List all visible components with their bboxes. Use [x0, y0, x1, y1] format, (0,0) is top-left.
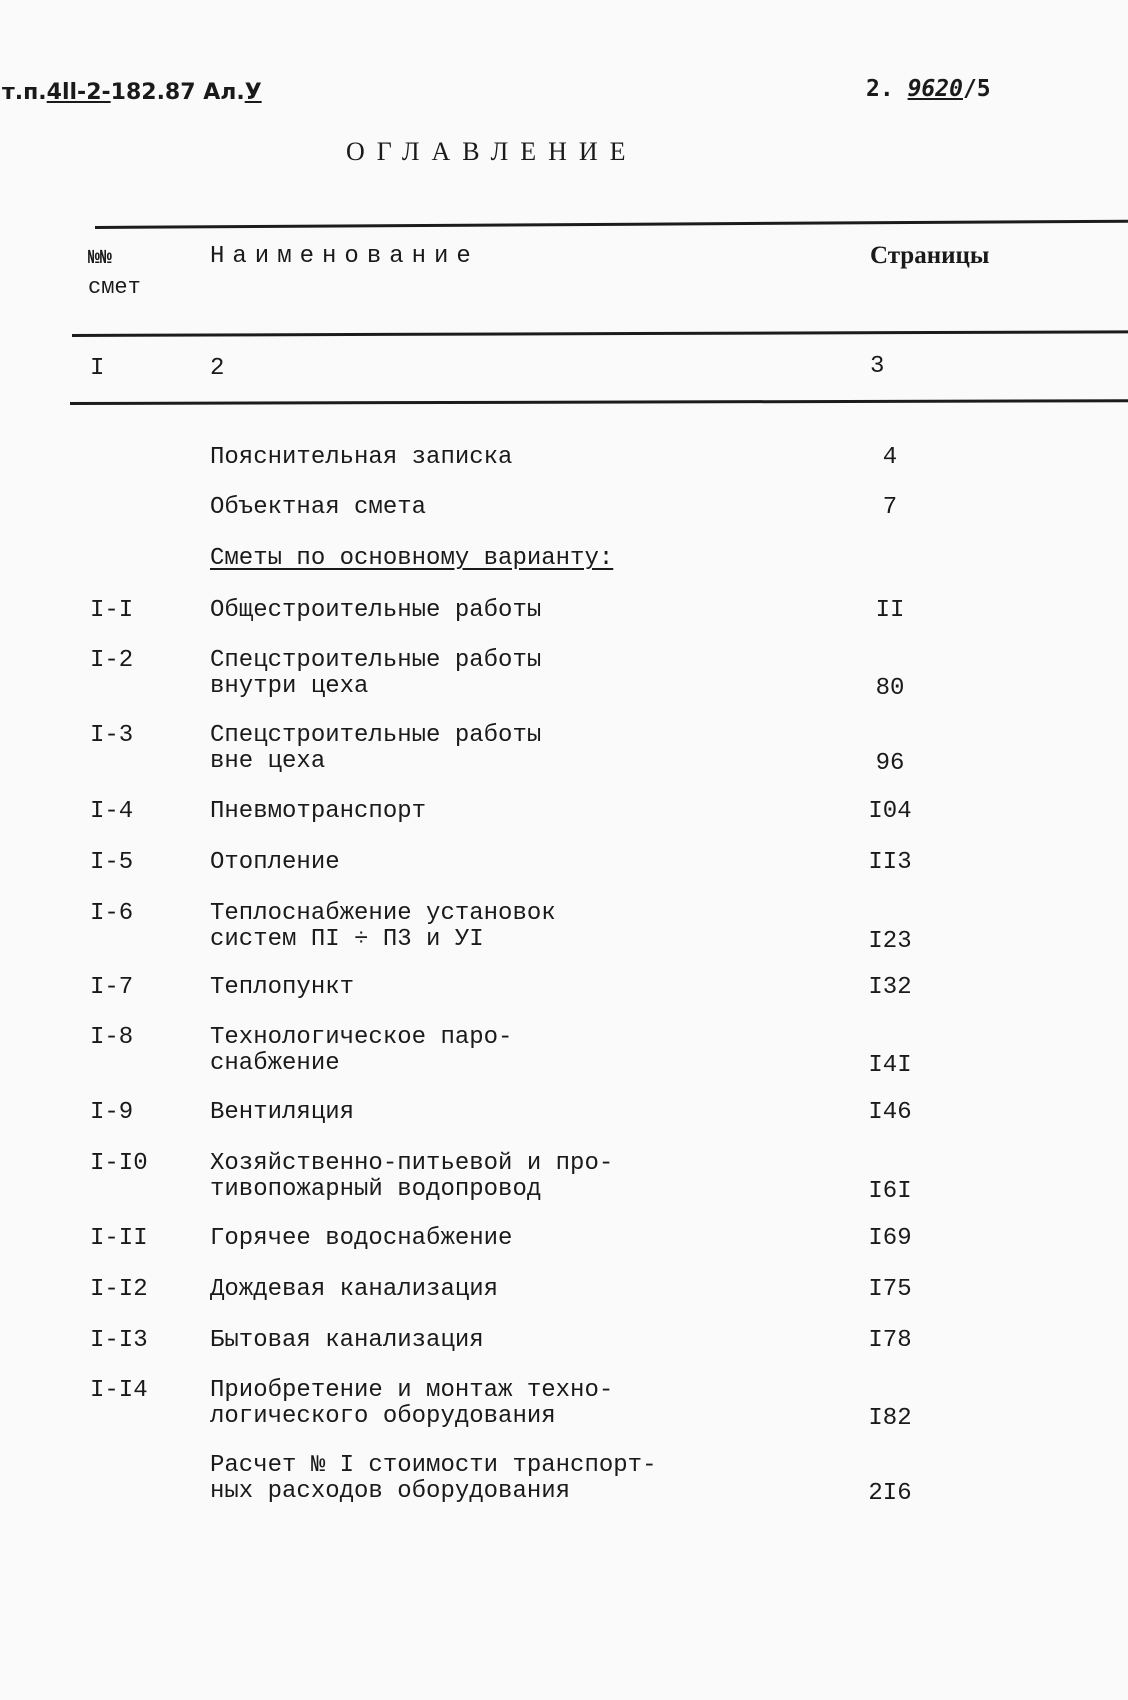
- row-number: I-I2: [90, 1276, 148, 1303]
- row-page: I78: [868, 1327, 912, 1354]
- document-code-suffix: У: [244, 80, 262, 105]
- row-number: I-2: [90, 647, 134, 674]
- header-num-line1: №№: [88, 247, 113, 270]
- row-page: I6I: [868, 1178, 912, 1205]
- row-page: I4I: [868, 1052, 912, 1079]
- row-page: I46: [868, 1099, 912, 1126]
- row-name-line: Теплоснабжение установок: [210, 900, 556, 927]
- row-name: [210, 850, 340, 876]
- row-name: [210, 1025, 512, 1077]
- document-code-underlined: 4ll-2-: [46, 80, 111, 105]
- row-name-line: Отопление: [210, 849, 340, 876]
- row-name-line: снабжение: [210, 1050, 340, 1077]
- row-name-line: Расчет № I стоимости транспорт-: [210, 1452, 657, 1479]
- row-name-line: Сметы по основному варианту:: [210, 545, 614, 572]
- document-code-rest: 182.87 Ал.: [110, 80, 245, 105]
- row-name: [210, 901, 556, 953]
- colnum-2: 2: [210, 355, 225, 382]
- row-name: [210, 1453, 656, 1505]
- row-name: [210, 1328, 484, 1354]
- sheet-number-value: 9620: [907, 76, 963, 102]
- row-name: [210, 1100, 354, 1126]
- row-name-line: Спецстроительные работы: [210, 722, 542, 749]
- row-name-line: ных расходов оборудования: [210, 1478, 571, 1505]
- row-page: I23: [868, 928, 912, 955]
- row-page: 2I6: [868, 1480, 912, 1507]
- row-number: I-I: [90, 597, 134, 624]
- row-number: I-I4: [90, 1377, 148, 1404]
- table-header-rule: [72, 330, 1128, 337]
- section-heading: [210, 546, 613, 572]
- row-name-line: Технологическое паро-: [210, 1024, 513, 1051]
- header-num: [88, 244, 141, 302]
- row-page: I04: [868, 798, 912, 825]
- row-name-line: Дождевая канализация: [210, 1276, 499, 1303]
- sheet-suffix: /5: [962, 76, 991, 102]
- row-name-line: Пояснительная записка: [210, 444, 513, 471]
- row-name: [210, 975, 354, 1001]
- sheet-prefix: 2.: [866, 76, 894, 102]
- row-page: I32: [868, 974, 912, 1001]
- row-number: I-5: [90, 849, 134, 876]
- row-name-line: Спецстроительные работы: [210, 647, 542, 674]
- table-colnum-rule: [70, 399, 1128, 405]
- colnum-3: 3: [870, 353, 885, 380]
- row-name-line: Пневмотранспорт: [210, 798, 427, 825]
- row-name: [210, 723, 541, 775]
- row-name: [210, 495, 426, 521]
- row-page: 4: [882, 444, 898, 471]
- row-name-line: Бытовая канализация: [210, 1327, 484, 1354]
- row-name: [210, 1226, 512, 1252]
- row-name-line: Хозяйственно-питьевой и про-: [210, 1150, 614, 1177]
- row-page: I82: [868, 1405, 912, 1432]
- header-num-line2: смет: [88, 275, 141, 300]
- sheet-number: [866, 76, 991, 102]
- row-number: I-I0: [90, 1150, 148, 1177]
- row-name: [210, 648, 541, 700]
- row-name-line: Общестроительные работы: [210, 597, 542, 624]
- document-code: [2, 80, 262, 105]
- row-page: 80: [875, 675, 905, 702]
- row-name-line: Приобретение и монтаж техно-: [210, 1377, 614, 1404]
- row-page: I75: [868, 1276, 912, 1303]
- header-pages: Страницы: [870, 242, 990, 269]
- row-number: I-II: [90, 1225, 148, 1252]
- row-name: [210, 445, 512, 471]
- page-title: ОГЛАВЛЕНИЕ: [346, 137, 638, 166]
- header-name: Наименование: [210, 243, 479, 270]
- row-name-line: вне цеха: [210, 748, 326, 775]
- row-name: [210, 1277, 498, 1303]
- row-number: I-3: [90, 722, 134, 749]
- row-name-line: тивопожарный водопровод: [210, 1176, 542, 1203]
- row-page: II3: [868, 849, 912, 876]
- row-name-line: внутри цеха: [210, 673, 369, 700]
- row-name: [210, 1378, 613, 1430]
- row-name: [210, 1151, 613, 1203]
- row-name: [210, 799, 426, 825]
- row-name-line: Объектная смета: [210, 494, 427, 521]
- colnum-1: I: [90, 355, 105, 382]
- row-name-line: Вентиляция: [210, 1099, 355, 1126]
- row-number: I-4: [90, 798, 134, 825]
- table-top-rule: [95, 220, 1128, 229]
- row-number: I-I3: [90, 1327, 148, 1354]
- row-number: I-9: [90, 1099, 134, 1126]
- row-name-line: систем ПI ÷ П3 и УI: [210, 926, 484, 953]
- document-code-prefix: т.п.: [2, 80, 47, 105]
- row-name-line: логического оборудования: [210, 1403, 556, 1430]
- row-page: II: [875, 597, 905, 624]
- row-name: [210, 598, 541, 624]
- row-page: 96: [875, 750, 905, 777]
- row-number: I-8: [90, 1024, 134, 1051]
- row-number: I-6: [90, 900, 134, 927]
- row-page: 7: [882, 494, 898, 521]
- row-name-line: Теплопункт: [210, 974, 355, 1001]
- row-number: I-7: [90, 974, 134, 1001]
- row-page: I69: [868, 1225, 912, 1252]
- row-name-line: Горячее водоснабжение: [210, 1225, 513, 1252]
